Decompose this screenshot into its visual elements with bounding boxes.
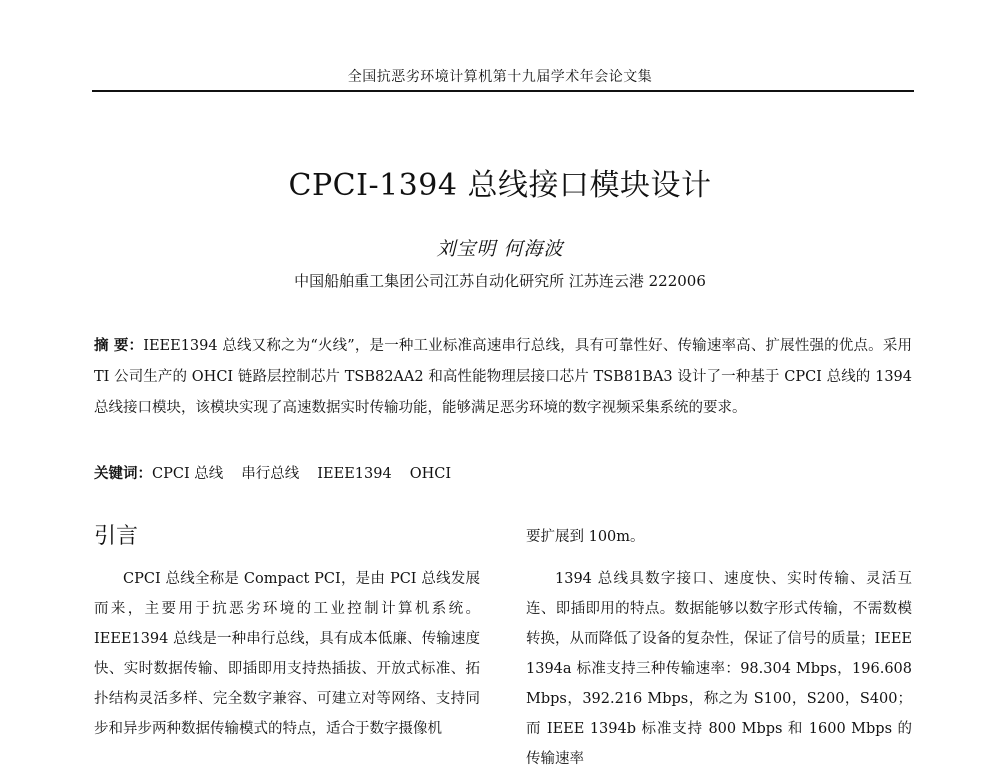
section-heading-intro: 引言 (94, 524, 139, 549)
abstract-text: IEEE1394 总线又称之为“火线”，是一种工业标准高速串行总线，具有可靠性好、传输速率高、扩展性强的优点。采用 TI 公司生产的 OHCI 链路层控制芯片 TSB82AA2 和高性能物理层接口芯片 TSB81BA3 设计了一种基于 CPCI 总线的 1394 总线接口模块，该模块实现了高速数据实时传输功能，能够满足恶劣环境的数字视频采集系统的要求。 (94, 338, 912, 416)
column-left (94, 522, 480, 744)
affiliation: 中国船舶重工集团公司江苏自动化研究所 江苏连云港 222006 (294, 272, 706, 290)
keyword: OHCI (409, 466, 452, 482)
keyword: 串行总线 (241, 466, 300, 482)
column-right (526, 522, 912, 774)
keyword: CPCI 总线 (152, 466, 224, 482)
body-paragraph: 1394 总线具数字接口、速度快、实时传输、灵活互连、即插即用的特点。数据能够以数字形式传输，不需数模转换，从而降低了设备的复杂性，保证了信号的质量；IEEE 1394a 标准支持三种传输速率：98.304 Mbps，196.608 Mbps，392.216 Mbps，称之为 S100，S200，S400；而 IEEE 1394b 标准支持 800 Mbps 和 1600 Mbps 的传输速率 (526, 571, 912, 767)
header-rule (92, 90, 914, 92)
body-paragraph: CPCI 总线全称是 Compact PCI，是由 PCI 总线发展而来，主要用于抗恶劣环境的工业控制计算机系统。IEEE1394 总线是一种串行总线，具有成本低廉、传输速度快、实时数据传输、即插即用支持热插拔、开放式标准、拓扑结构灵活多样、完全数字兼容、可建立对等网络、支持同步和异步两种数据传输模式的特点，适合于数字摄像机 (94, 571, 480, 737)
running-head: 全国抗恶劣环境计算机第十九届学术年会论文集 (347, 69, 653, 85)
paper-title: CPCI-1394 总线接口模块设计 (288, 168, 712, 203)
abstract (94, 330, 912, 424)
body-paragraph-continued: 要扩展到 100m。 (526, 529, 645, 545)
authors: 刘宝明 何海波 (436, 238, 564, 260)
keywords-label: 关键词： (94, 465, 152, 482)
abstract-label: 摘 要： (94, 337, 144, 354)
keywords (94, 460, 912, 488)
keyword: IEEE1394 (317, 466, 392, 482)
